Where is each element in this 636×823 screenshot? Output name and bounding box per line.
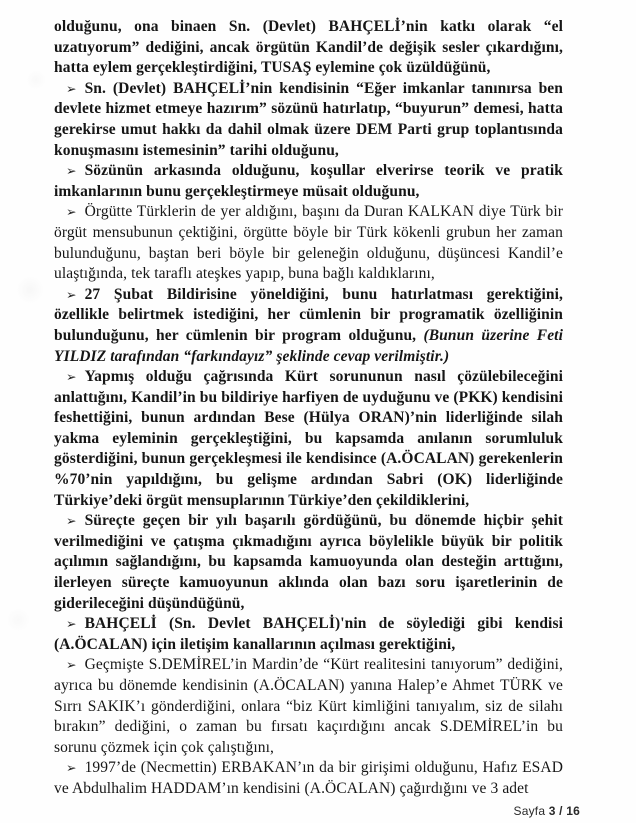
bullet-arrow-icon: ➢ <box>66 369 77 385</box>
paragraph-text: Sözünün arkasında olduğunu, koşullar elverirse teorik ve pratik imkanlarının bunu gerçekleştirmeye müsait olduğunu, <box>54 162 563 200</box>
bullet-arrow-icon: ➢ <box>66 616 77 632</box>
paragraph-text: olduğunu, ona binaen Sn. (Devlet) BAHÇELİ’nin katkı olarak “el uzatıyorum” dediğini, ancak örgütün Kandil’de değişik sesler çıkardığını, hatta eylem gerçekleştirdiğini, TUSAŞ eylemine çok üzüldüğünü, <box>54 18 563 77</box>
paragraph-text: Süreçte geçen bir yılı başarılı gördüğünü, bu dönemde hiçbir şehit verilmediğini ve çatışma çıkmadığını ayrıca böylelikle büyük bir politik açılımın sağlandığını, bu kapsamda kamuoyunda olan desteğin arttığını, ilerleyen süreçte kamuoyunun aklında olan bazı soru işaretlerinin de giderileceğini düşündüğünü, <box>54 512 563 612</box>
bullet-item <box>54 367 563 511</box>
bullet-item <box>54 614 563 655</box>
paragraph-text: Örgütte Türklerin de yer aldığını, başını da Duran KALKAN diye Türk bir örgüt mensubunun çektiğini, örgütte böyle bir Türk kökenli grubun her zaman bulunduğunu, baştan beri böyle bir geleneğin olduğunu, düşüncesi Kandil’e ulaştığında, tek taraflı ateşkes yapıp, buna bağlı kaldıklarını, <box>54 203 563 283</box>
page-footer <box>514 804 580 818</box>
paragraph-text: Yapmış olduğu çağrısında Kürt sorununun nasıl çözülebileceğini anlattığını, Kandil’in bu bildiriye harfiyen de uyduğunu ve (PKK) kendisini feshettiğini, bunun ardından Bese (Hülya ORAN)’nin liderliğinde silah yakma eyleminin gerçekleştiğini, bu kapsamda anılanın sorumluluk gösterdiğini, bunun gerçekleşmesi ile kendisince (A.ÖCALAN) gerekenlerin %70’nin yapıldığını, bu gelişme ardından Sabri (OK) liderliğinde Türkiye’deki örgüt mensuplarının Türkiye’den çekildiklerini, <box>54 368 563 509</box>
paragraph-text: Geçmişte S.DEMİREL’in Mardin’de “Kürt realitesini tanıyorum” dediğini, ayrıca bu dönemde kendisinin (A.ÖCALAN) yanına Halep’e Ahmet TÜRK ve Sırrı SAKIK’ı gönderdiğini, onlara “biz Kürt kimliğini tanıyalım, siz de silahı bırakın” dediğini, o zaman bu fırsatı kaçırdığını ancak S.DEMİREL’in bu sorunu çözmek için çok çalıştığını, <box>54 656 563 756</box>
bullet-arrow-icon: ➢ <box>66 204 77 220</box>
bullet-item <box>54 511 563 614</box>
bullet-item <box>54 79 563 161</box>
bullet-arrow-icon: ➢ <box>66 513 77 529</box>
bullet-arrow-icon: ➢ <box>66 286 77 302</box>
bullet-item <box>54 758 563 799</box>
bullet-item <box>54 161 563 202</box>
bullet-item <box>54 655 563 758</box>
bullet-arrow-icon: ➢ <box>66 760 77 776</box>
document-body <box>54 17 563 800</box>
bullet-item <box>54 202 563 284</box>
paragraph-italic-note: (Bunun üzerine Feti YILDIZ tarafından “farkındayız” şeklinde cevap verilmiştir.) <box>54 326 563 365</box>
paragraph-text: 1997’de (Necmettin) ERBAKAN’ın da bir girişimi olduğunu, Hafız ESAD ve Abdulhalim HADDAM’ın kendisini (A.ÖCALAN) çağırdığını ve 3 adet <box>54 759 563 797</box>
paragraph-text: BAHÇELİ (Sn. Devlet BAHÇELİ)'nin de söylediği gibi kendisi (A.ÖCALAN) için iletişim kanallarının açılması gerektiğini, <box>54 615 563 653</box>
bullet-arrow-icon: ➢ <box>66 80 77 96</box>
paragraph-text: 27 Şubat Bildirisine yöneldiğini, bunu hatırlatması gerektiğini, özellikle belirtmek istediğini, her cümlenin bir programatik özelliğinin bulunduğunu, her cümlenin bir program olduğunu, <box>54 285 563 344</box>
bullet-item <box>54 285 563 367</box>
footer-page-label: Sayfa <box>513 804 546 818</box>
bullet-arrow-icon: ➢ <box>66 163 77 179</box>
paragraph-text: Sn. (Devlet) BAHÇELİ’nin kendisinin “Eğer imkanlar tanınırsa ben devlete hizmet etmeye hazırım” sözünü hatırlatıp, “buyurun” demesi, hatta gerekirse umut hakkı da dahil olmak üzere DEM Parti grup toplantısında konuşmasını istemesinin” tarihi olduğunu, <box>54 79 563 159</box>
paragraph-continuation <box>54 17 563 79</box>
scan-noise-artifact <box>0 0 50 823</box>
footer-page-number: 3 / 16 <box>548 804 580 818</box>
bullet-arrow-icon: ➢ <box>66 657 77 673</box>
